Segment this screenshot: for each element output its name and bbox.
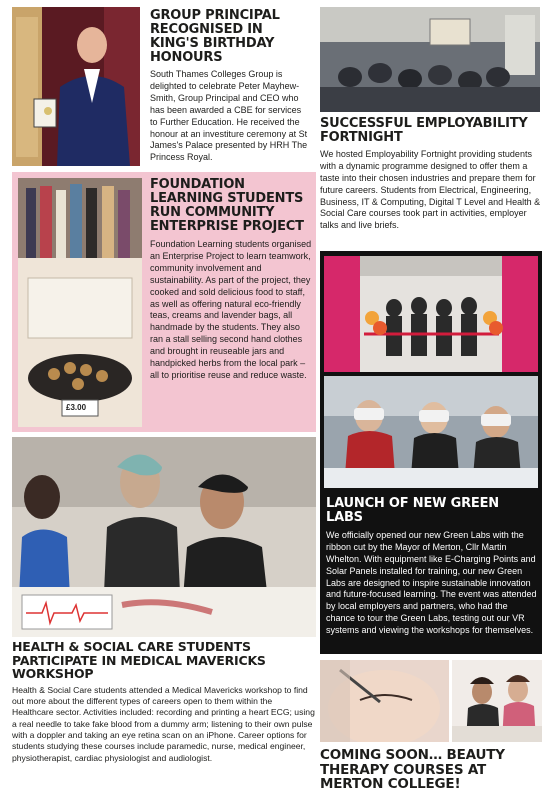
employability-body: We hosted Employability Fortnight providing students with a dynamic programme designed to offer them a taste into their chosen industries and prepare them for future careers. Students from Electrical, Engineering, Business, IT & Computing, Digital T Level and Health & Social Care courses took part in activities, employer talks and live briefs. — [320, 149, 541, 231]
employability-title: SUCCESSFUL EMPLOYABILITY FORTNIGHT — [320, 117, 528, 146]
greenlabs-title: LAUNCH OF NEW GREEN LABS — [326, 497, 499, 526]
greenlabs-body: We officially opened our new Green Labs with the ribbon cut by the Mayor of Merton, Cllr Martin Whelton. With equipment like E-Charging Points and Solar Panels installed for training, our new Green Labs are designed to inspire sustainable innovation and future-focused learning. The event was attended by local employers and partners, who had the chance to tour the Green Labs, testing out our VR systems and viewing the workshops for themselves. — [326, 530, 537, 636]
health-body: Health & Social Care students attended a Medical Mavericks workshop to find out more about the different types of careers open to them within the Healthcare sector. Activities included: recording and printing a heart ECG; using a real needle to take fake blood from a dummy arm; listening to their own pulse with a doppler and taking an eye retina scan on an iPhone. Career options for students studying these courses include paramedic, nurse, medical engineer, physiotherapist, cardiac physiologist and audiologist. — [12, 684, 315, 763]
health-article — [12, 640, 316, 764]
vr-headsets-photo — [324, 376, 538, 488]
foundation-article — [150, 178, 312, 382]
principal-body: South Thames Colleges Group is delighted to celebrate Peter Mayhew-Smith, Group Principal and CEO who has been awarded a CBE for services to Further Education. He received the honour at an investiture ceremony at St James's Palace presented by HRH The Princess Royal. — [150, 69, 308, 163]
beauty-title: COMING SOON… BEAUTY THERAPY COURSES AT MERTON COLLEGE! — [320, 748, 505, 792]
principal-title: GROUP PRINCIPAL RECOGNISED IN KING'S BIRTHDAY HONOURS — [150, 9, 280, 66]
greenlabs-article — [326, 497, 538, 637]
employability-photo — [320, 7, 540, 112]
price-tag: £3.00 — [66, 403, 87, 412]
principal-article — [150, 9, 310, 164]
foundation-title: FOUNDATION LEARNING STUDENTS RUN COMMUNITY ENTERPRISE PROJECT — [150, 178, 304, 235]
medical-workshop-photo — [12, 437, 316, 637]
ribbon-cutting-photo — [324, 256, 538, 372]
beauty-closeup-photo — [320, 660, 449, 742]
beauty-article — [320, 748, 542, 792]
foundation-body: Foundation Learning students organised an Enterprise Project to learn teamwork, community involvement and sustainability. As part of the project, they cooked and sold delicious food to staff, as well as offering natural eco-friendly teas, creams and lavender bags, all handmade by the students. They also ran a stall selling second hand clothes and brought in reuseable jars and handpicked herbs from the local park – all to prioritise reuse and reduce waste. — [150, 239, 312, 380]
beauty-students-photo — [452, 660, 542, 742]
employability-article — [320, 117, 542, 232]
principal-photo — [12, 7, 140, 166]
enterprise-stall-photo — [18, 178, 142, 427]
health-title: HEALTH & SOCIAL CARE STUDENTS PARTICIPATE IN MEDICAL MAVERICKS WORKSHOP — [12, 640, 266, 681]
